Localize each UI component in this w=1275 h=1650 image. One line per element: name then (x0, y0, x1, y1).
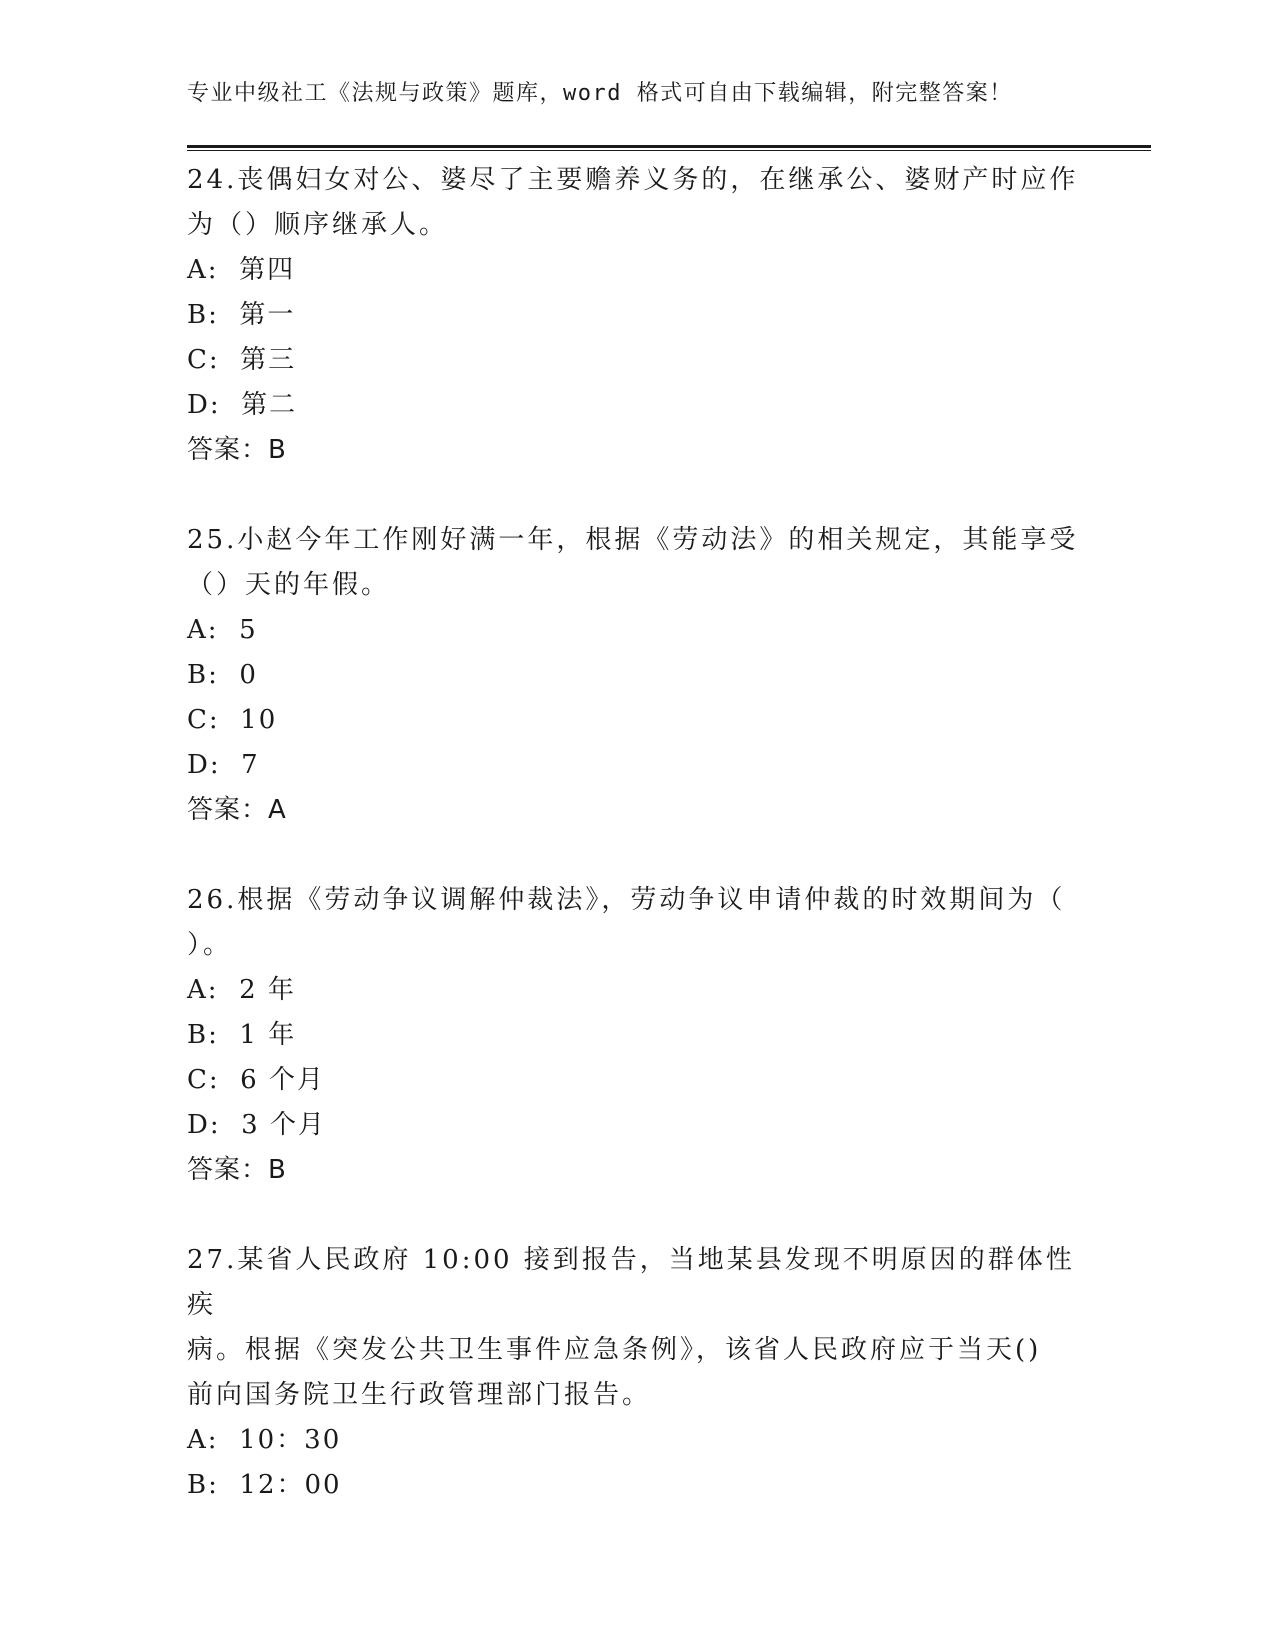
question-text-line: 病。根据《突发公共卫生事件应急条例》，该省人民政府应于当天() (187, 1335, 1042, 1365)
option-a: A: 2 年 (187, 975, 296, 1005)
option-a: A: 10：30 (187, 1425, 342, 1455)
question-text-line: （）天的年假。 (187, 570, 391, 600)
question-25 (187, 518, 1087, 833)
question-text-line: 前向国务院卫生行政管理部门报告。 (187, 1380, 652, 1410)
question-24 (187, 158, 1087, 473)
option-b: B: 0 (187, 660, 258, 690)
document-header: 专业中级社工《法规与政策》题库，word 格式可自由下载编辑，附完整答案！ (187, 81, 1013, 106)
option-b: B: 第一 (187, 300, 296, 330)
option-d: D: 7 (187, 750, 260, 780)
option-d: D: 第二 (187, 390, 298, 420)
answer: 答案：B (187, 435, 287, 465)
question-text-line: 24.丧偶妇女对公、婆尽了主要赡养义务的，在继承公、婆财产时应作 (187, 165, 1079, 195)
header-rule-thick (187, 145, 1151, 148)
question-list (187, 158, 1087, 1553)
option-c: C: 第三 (187, 345, 297, 375)
option-a: A: 5 (187, 615, 258, 645)
question-text-line: 为（）顺序继承人。 (187, 210, 449, 240)
option-b: B: 1 年 (187, 1020, 297, 1050)
answer: 答案：A (187, 795, 287, 825)
question-27 (187, 1238, 1087, 1508)
question-text-line: 27.某省人民政府 10:00 接到报告，当地某县发现不明原因的群体性疾 (187, 1245, 1075, 1320)
answer: 答案：B (187, 1155, 287, 1185)
option-a: A: 第四 (187, 255, 296, 285)
question-text-line: 26.根据《劳动争议调解仲裁法》，劳动争议申请仲裁的时效期间为（ (187, 885, 1066, 915)
option-b: B: 12：00 (187, 1470, 342, 1500)
header-rule-thin (187, 150, 1151, 151)
option-c: C: 10 (187, 705, 278, 735)
option-d: D: 3 个月 (187, 1110, 326, 1140)
option-c: C: 6 个月 (187, 1065, 325, 1095)
question-text-line: ）。 (187, 930, 233, 960)
question-text-line: 25.小赵今年工作刚好满一年，根据《劳动法》的相关规定，其能享受 (187, 525, 1079, 555)
question-26 (187, 878, 1087, 1193)
